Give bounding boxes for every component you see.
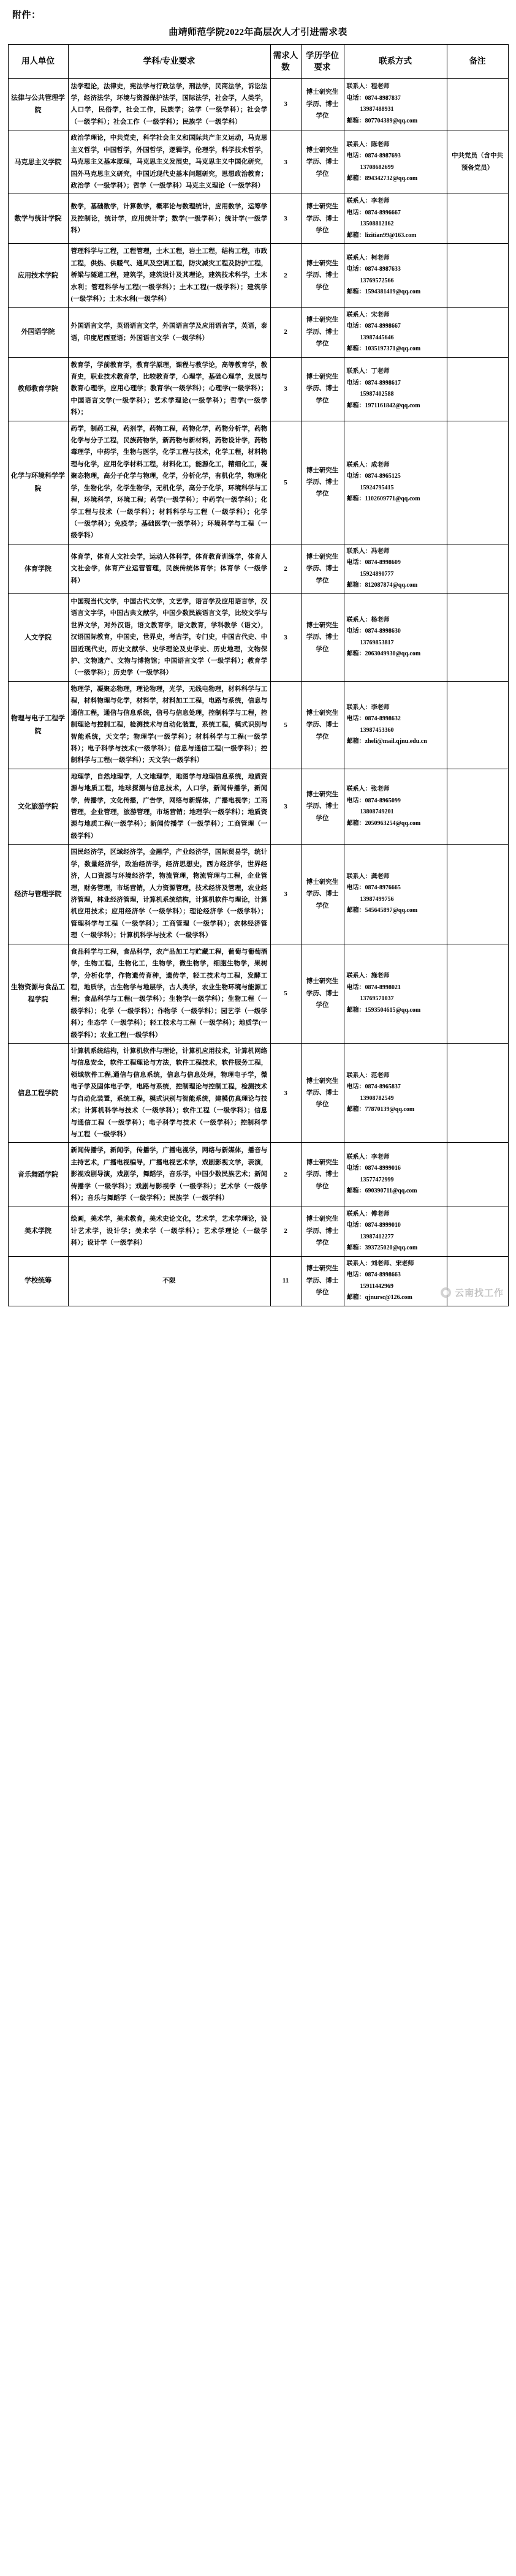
contact-mobile-line: 13987445646 — [360, 334, 394, 341]
column-header-count: 需求人数 — [270, 44, 301, 78]
cell-contact — [344, 194, 447, 244]
contact-phone-line: 电话：0874-8976665 — [346, 884, 401, 892]
cell-contact — [344, 593, 447, 681]
contact-email-line: 邮箱：2050963254@qq.com — [346, 819, 421, 827]
contact-mobile-line: 13987453360 — [360, 726, 394, 734]
contact-person-line: 联系人：龚老师 — [346, 873, 390, 880]
cell-count: 2 — [270, 1207, 301, 1256]
contact-email-line: 邮箱：1971161842@qq.com — [346, 402, 420, 409]
cell-unit: 法律与公共管理学院 — [8, 78, 68, 130]
cell-count: 2 — [270, 307, 301, 357]
contact-email-line: 邮箱：690390711@qq.com — [346, 1188, 417, 1195]
contact-person-line: 联系人：宋老师 — [346, 311, 390, 318]
contact-person-line: 联系人：柯老师 — [346, 254, 390, 262]
cell-contact — [344, 544, 447, 593]
contact-phone-line: 电话：0874-8965099 — [346, 797, 401, 804]
table-row — [8, 421, 508, 544]
cell-remark — [447, 1207, 508, 1256]
cell-count: 11 — [270, 1256, 301, 1306]
cell-major: 绘画，美术学，美术教育，美术史论文化，艺术学，艺术学理论，设计艺术学，设计学；美术学（一级学科）；艺术学理论（一级学科）；设计学（一级学科） — [68, 1207, 270, 1256]
column-header-remark: 备注 — [447, 44, 508, 78]
cell-count: 3 — [270, 769, 301, 845]
contact-person-line: 联系人：丁老师 — [346, 368, 390, 375]
cell-count: 5 — [270, 421, 301, 544]
table-row — [8, 244, 508, 307]
cell-degree: 博士研究生学历、博士学位 — [301, 1044, 344, 1143]
recruitment-requirements-table — [8, 44, 509, 1306]
contact-email-line: 邮箱：lizitian99@163.com — [346, 232, 417, 239]
column-header-major: 学科/专业要求 — [68, 44, 270, 78]
cell-degree: 博士研究生学历、博士学位 — [301, 421, 344, 544]
contact-phone-line: 电话：0874-8998632 — [346, 715, 401, 723]
contact-person-line: 联系人：范老师 — [346, 1072, 390, 1079]
contact-phone-line: 电话：0874-8999016 — [346, 1165, 401, 1172]
table-row — [8, 307, 508, 357]
contact-phone-line: 电话：0874-8987693 — [346, 153, 401, 160]
contact-person-line: 联系人：施老师 — [346, 973, 390, 980]
cell-count: 3 — [270, 357, 301, 421]
contact-email-line: 邮箱：1593504615@qq.com — [346, 1006, 421, 1014]
cell-major: 法学理论，法律史，宪法学与行政法学，刑法学，民商法学，诉讼法学，经济法学，环境与资源保护法学，国际法学，社会学，人类学，人口学，民俗学，社会工作，民族学；法学（一级学科）；社会学（一级学科）；社会工作（一级学科）；民族学（一级学科） — [68, 78, 270, 130]
cell-remark: 中共党员（含中共预备党员） — [447, 130, 508, 194]
cell-unit: 美术学院 — [8, 1207, 68, 1256]
cell-count: 2 — [270, 1143, 301, 1207]
table-row — [8, 1256, 508, 1306]
contact-phone-line: 电话：0874-8996667 — [346, 209, 401, 216]
cell-remark — [447, 845, 508, 944]
cell-remark — [447, 769, 508, 845]
cell-remark — [447, 544, 508, 593]
cell-major: 不限 — [68, 1256, 270, 1306]
cell-contact — [344, 78, 447, 130]
cell-contact — [344, 1143, 447, 1207]
contact-phone-line: 电话：0874-8998617 — [346, 379, 401, 386]
cell-major: 政治学理论，中共党史，科学社会主义和国际共产主义运动，马克思主义哲学，中国哲学，外国哲学，逻辑学，伦理学，科学技术哲学，马克思主义基本原理，马克思主义发展史，马克思主义中国化研究，国外马克思主义研究，中国近现代史基本问题研究，思想政治教育；政治学（一级学科）；哲学（一级学科）马克主义理论（一级学科） — [68, 130, 270, 194]
cell-contact — [344, 944, 447, 1043]
contact-person-line: 联系人：傅老师 — [346, 1210, 390, 1218]
cell-count: 3 — [270, 593, 301, 681]
cell-degree: 博士研究生学历、博士学位 — [301, 769, 344, 845]
contact-person-line: 联系人：李老师 — [346, 1153, 390, 1161]
cell-major: 物理学，凝聚态物理，理论物理，光学，无线电物理，材料科学与工程，材料物理与化学，材料学，材料加工工程，电路与系统，信息与通信工程，通信与信息系统，信号与信息处理，控制科学与工程，控制理论与控制工程，检测技术与自动化装置，系统工程，模式识别与智能系统，天文学；物理学(一级学科）；材料科学与工程(一级学科）；电子科学与技术(一级学科）；信息与通信工程(一级学科）；控制科学与工程(一级学科）；天文学(一级学科） — [68, 681, 270, 769]
cell-remark — [447, 357, 508, 421]
cell-remark — [447, 421, 508, 544]
column-header-degree: 学历学位要求 — [301, 44, 344, 78]
cell-major: 计算机系统结构，计算机软件与理论，计算机应用技术，计算机网络与信息安全，软件工程理论与方法，软件工程技术，软件服务工程，领域软件工程,通信与信息系统，信息与信息处理，物理电子学，微电子学及固体电子学，电路与系统，控制理论与控制工程，检测技术与自动化装置，系统工程，模式识别与智能系统，建模仿真理论与技术；计算机科学与技术（一级学科）；软件工程（一级学科）；信息与通信工程（一级学科）；电子科学与技术（一级学科）；控制科学与工程（一级学科） — [68, 1044, 270, 1143]
page-title: 曲靖师范学院2022年高层次人才引进需求表 — [169, 28, 347, 37]
contact-mobile-line: 15911442969 — [360, 1282, 393, 1290]
contact-person-line: 联系人：杨老师 — [346, 616, 390, 623]
cell-contact — [344, 130, 447, 194]
cell-unit: 教师教育学院 — [8, 357, 68, 421]
contact-mobile-line: 13769572566 — [360, 277, 394, 284]
cell-count: 2 — [270, 544, 301, 593]
cell-unit: 生物资源与食品工程学院 — [8, 944, 68, 1043]
cell-unit: 应用技术学院 — [8, 244, 68, 307]
contact-mobile-line: 13769571037 — [360, 995, 394, 1003]
cell-unit: 物理与电子工程学院 — [8, 681, 68, 769]
table-row — [8, 769, 508, 845]
cell-unit: 体育学院 — [8, 544, 68, 593]
contact-mobile-line: 13577472999 — [360, 1176, 394, 1183]
table-row — [8, 944, 508, 1043]
contact-email-line: 邮箱：812087874@qq.com — [346, 582, 418, 589]
column-header-unit: 用人单位 — [8, 44, 68, 78]
cell-count: 3 — [270, 194, 301, 244]
cell-remark — [447, 78, 508, 130]
attachment-label: 附件： — [12, 10, 41, 20]
contact-phone-line: 电话：0874-8998021 — [346, 984, 401, 991]
cell-count: 2 — [270, 244, 301, 307]
cell-unit: 数学与统计学院 — [8, 194, 68, 244]
contact-mobile-line: 13987499756 — [360, 895, 394, 903]
table-row — [8, 845, 508, 944]
contact-phone-line: 电话：0874-8965837 — [346, 1083, 401, 1091]
contact-mobile-line: 15987402588 — [360, 391, 394, 398]
contact-email-line: 邮箱：807704389@qq.com — [346, 117, 418, 124]
contact-email-line: 邮箱：1102609771@qq.com — [346, 495, 420, 503]
contact-person-line: 联系人：刘老师、宋老师 — [346, 1260, 414, 1267]
cell-contact — [344, 1256, 447, 1306]
table-row — [8, 544, 508, 593]
contact-phone-line: 电话：0874-8998630 — [346, 628, 401, 635]
cell-count: 3 — [270, 845, 301, 944]
cell-degree: 博士研究生学历、博士学位 — [301, 130, 344, 194]
table-row — [8, 681, 508, 769]
contact-email-line: 邮箱：894342732@qq.com — [346, 175, 418, 183]
contact-mobile-line: 13987488931 — [360, 106, 394, 113]
contact-person-line: 联系人：成老师 — [346, 461, 390, 469]
cell-contact — [344, 1207, 447, 1256]
cell-unit: 信息工程学院 — [8, 1044, 68, 1143]
watermark-text: 云南找工作 — [454, 1288, 504, 1298]
cell-contact — [344, 357, 447, 421]
cell-degree: 博士研究生学历、博士学位 — [301, 1256, 344, 1306]
cell-count: 5 — [270, 681, 301, 769]
cell-major: 教育学，学前教育学，教育学原理，课程与教学论，高等教育学，教育史，职业技术教育学，比较教育学，心理学，基础心理学，发展与教育心理学，应用心理学；教育学(一级学科）；心理学(一级学科）；中国语言文学(一级学科）；艺术学理论(一级学科）；哲学(一级学科）； — [68, 357, 270, 421]
contact-person-line: 联系人：冯老师 — [346, 548, 390, 555]
contact-person-line: 联系人：程老师 — [346, 83, 390, 91]
cell-remark — [447, 194, 508, 244]
contact-mobile-line: 15924890777 — [360, 570, 394, 578]
contact-email-line: 邮箱：1035197371@qq.com — [346, 345, 421, 353]
cell-count: 3 — [270, 130, 301, 194]
cell-major: 地理学，自然地理学，人文地理学，地图学与地理信息系统，地质资源与地质工程，地球探测与信息技术，人口学，新闻传播学，新闻学，传播学，文化传播，广告学，网络与新媒体，广播电视学；工商管理，企业管理，旅游管理，市场营销；地理学(一级学科）；地质资源与地质工程(一级学科）；新闻传播学（一级学科）；工商管理（一级学科） — [68, 769, 270, 845]
cell-major: 中国现当代文学，中国古代文学，文艺学，语言学及应用语言学，汉语言文字学，中国古典文献学，中国少数民族语言文学，比较文学与世界文学，对外汉语，语文教育学，语文教育，学科教学（语文），汉语国际教育，中国史，世界史，考古学，专门史，中国古代史、中国近现代史，历史文献学、史学理论及史学史、历史地理，文物保护、文物遗产、文物与博物馆；中国语言文学（一级学科）；教育学（一级学科）；历史学（一级学科） — [68, 593, 270, 681]
cell-major: 新闻传播学，新闻学，传播学，广播电视学，网络与新媒体，播音与主持艺术，广播电视编导，广播电视艺术学，戏剧影视文学，表演，影视戏剧导演，戏剧学，舞蹈学，音乐学，中国少数民族艺术；新闻传播学（一级学科）；戏剧与影视学（一级学科）；艺术学（一级学科）；音乐与舞蹈学（一级学科）；民族学（一级学科） — [68, 1143, 270, 1207]
contact-phone-line: 电话：0874-8998667 — [346, 323, 401, 330]
cell-count: 5 — [270, 944, 301, 1043]
cell-degree: 博士研究生学历、博士学位 — [301, 194, 344, 244]
table-row — [8, 1207, 508, 1256]
table-header-row — [8, 44, 508, 78]
cell-remark — [447, 1143, 508, 1207]
table-row — [8, 357, 508, 421]
table-body — [8, 78, 508, 1306]
contact-phone-line: 电话：0874-8998663 — [346, 1271, 401, 1279]
contact-mobile-line: 13808749201 — [360, 808, 394, 816]
cell-count: 3 — [270, 1044, 301, 1143]
cell-degree: 博士研究生学历、博士学位 — [301, 681, 344, 769]
cell-degree: 博士研究生学历、博士学位 — [301, 244, 344, 307]
contact-phone-line: 电话：0874-8987837 — [346, 94, 401, 102]
cell-remark — [447, 244, 508, 307]
cell-unit: 马克思主义学院 — [8, 130, 68, 194]
contact-mobile-line: 13769853817 — [360, 639, 394, 646]
cell-remark — [447, 307, 508, 357]
contact-phone-line: 电话：0874-8965125 — [346, 473, 401, 480]
cell-degree: 博士研究生学历、博士学位 — [301, 1143, 344, 1207]
cell-major: 体育学，体育人文社会学，运动人体科学，体育教育训练学，体育人文社会学，体育产业运营管理，民族传统体育学；体育学（一级学科） — [68, 544, 270, 593]
cell-major: 国民经济学，区域经济学，金融学，产业经济学，国际贸易学，统计学，数量经济学，政治经济学，经济思想史，西方经济学，世界经济，人口资源与环境经济学，物流管理，物流管理与工程，企业管理，财务管理，市场营销，人力资源管理，技术经济及管理，农业经济管理，林业经济管理，计算机系统结构，计算机软件与理论，计算机应用技术；应用经济学（一级学科）；理论经济学（一级学科）；管理科学与工程（一级学科）；工商管理（一级学科）；农林经济管理（一级学科）；计算机科学与技术（一级学科） — [68, 845, 270, 944]
contact-phone-line: 电话：0874-8987633 — [346, 266, 401, 273]
cell-degree: 博士研究生学历、博士学位 — [301, 544, 344, 593]
cell-degree: 博士研究生学历、博士学位 — [301, 357, 344, 421]
contact-mobile-line: 15924795415 — [360, 484, 394, 491]
cell-count: 3 — [270, 78, 301, 130]
contact-email-line: 邮箱：393725020@qq.com — [346, 1245, 418, 1252]
cell-degree: 博士研究生学历、博士学位 — [301, 944, 344, 1043]
contact-email-line: 邮箱：qjnursc@126.com — [346, 1294, 412, 1301]
cell-contact — [344, 845, 447, 944]
cell-degree: 博士研究生学历、博士学位 — [301, 307, 344, 357]
contact-email-line: 邮箱：545645897@qq.com — [346, 907, 418, 914]
cell-degree: 博士研究生学历、博士学位 — [301, 1207, 344, 1256]
contact-mobile-line: 13908782549 — [360, 1094, 394, 1102]
cell-major: 外国语言文学，英语语言文学，外国语言学及应用语言学，英语，泰语，印度尼西亚语；外国语言文学（一级学科） — [68, 307, 270, 357]
contact-mobile-line: 13508812162 — [360, 220, 394, 228]
cell-contact — [344, 307, 447, 357]
contact-mobile-line: 13708682699 — [360, 164, 394, 171]
cell-degree: 博士研究生学历、博士学位 — [301, 78, 344, 130]
cell-unit: 化学与环境科学学院 — [8, 421, 68, 544]
cell-unit: 音乐舞蹈学院 — [8, 1143, 68, 1207]
contact-person-line: 联系人：陈老师 — [346, 141, 390, 148]
contact-email-line: 邮箱：2063049930@qq.com — [346, 650, 421, 658]
table-row — [8, 78, 508, 130]
cell-contact — [344, 681, 447, 769]
cell-major: 食品科学与工程，食品科学，农产品加工与贮藏工程，葡萄与葡萄酒学，生物工程，生物化工，生物学，微生物学，细胞生物学，果树学，分析化学，作物遗传育种，遗传学，轻工技术与工程，发酵工程，地质学，古生物学与地层学，古人类学，农业生物环境与能源工程；食品科学与工程(一级学科）；生物学(一级学科）；生物工程（一级学科）；化学（一级学科）；作物学（一级学科）；园艺学（一级学科）；生态学（一级学科）；轻工技术与工程（一级学科）；地质学(一级学科）；农业工程(一级学科） — [68, 944, 270, 1043]
contact-person-line: 联系人：张老师 — [346, 786, 390, 793]
cell-remark — [447, 681, 508, 769]
cell-remark — [447, 944, 508, 1043]
table-row — [8, 593, 508, 681]
column-header-contact: 联系方式 — [344, 44, 447, 78]
cell-unit: 外国语学院 — [8, 307, 68, 357]
cell-unit: 经济与管理学院 — [8, 845, 68, 944]
contact-email-line: 邮箱：77870139@qq.com — [346, 1106, 415, 1113]
cell-contact — [344, 769, 447, 845]
contact-email-line: 邮箱：1594381419@qq.com — [346, 288, 421, 296]
contact-person-line: 联系人：李老师 — [346, 704, 390, 711]
contact-phone-line: 电话：0874-8998609 — [346, 559, 401, 567]
contact-mobile-line: 13987412277 — [360, 1233, 394, 1240]
cell-contact — [344, 1044, 447, 1143]
cell-remark — [447, 1044, 508, 1143]
cell-contact — [344, 421, 447, 544]
cell-major: 药学，制药工程，药剂学，药物工程，药物化学，药物分析学，药物化学与分子工程，民族药物学，新药物与新材料，药物设计学，药物毒理学，中药学，生物与医学，化学工程与技术，化学工程，材料物理与化学，应用化学材料工程，材料化工，能源化工，精细化工，凝聚态物理，高分子化学与物理，化学，分析化学，有机化学，物理化学，生物化学，化学生物学，无机化学，高分子化学，环境科学与工程，环境科学，环境工程；药学(一级学科）；中药学(一级学科）；化学工程与技术（一级学科）；材料科学与工程（一级学科）；化学（一级学科）；免疫学；基础医学(一级学科）；环境科学与工程（一级学科） — [68, 421, 270, 544]
cell-remark — [447, 593, 508, 681]
cell-unit: 学校统筹 — [8, 1256, 68, 1306]
cell-degree: 博士研究生学历、博士学位 — [301, 593, 344, 681]
contact-person-line: 联系人：李老师 — [346, 198, 390, 205]
cell-major: 管理科学与工程，工程管理，土木工程，岩土工程，结构工程，市政工程，供热、供暖气、通风及空调工程，防灾减灾工程及防护工程，桥梁与隧道工程，建筑学，建筑设计及其理论，建筑技术科学，土木水利；管理科学与工程(一级学科）；土木工程(一级学科）；建筑学(一级学科）；土木水利(一级学科） — [68, 244, 270, 307]
contact-phone-line: 电话：0874-8999010 — [346, 1222, 401, 1229]
cell-major: 数学，基础数学，计算数学，概率论与数理统计，应用数学，运筹学及控制论，统计学，应用统计学；数学(一级学科）；统计学(一级学科） — [68, 194, 270, 244]
cell-unit: 文化旅游学院 — [8, 769, 68, 845]
cell-unit: 人文学院 — [8, 593, 68, 681]
cell-remark — [447, 1256, 508, 1306]
table-row — [8, 130, 508, 194]
table-row — [8, 1044, 508, 1143]
table-row — [8, 194, 508, 244]
cell-contact — [344, 244, 447, 307]
table-row — [8, 1143, 508, 1207]
cell-degree: 博士研究生学历、博士学位 — [301, 845, 344, 944]
contact-email-line: 邮箱：zheli@mail.qjnu.edu.cn — [346, 738, 427, 745]
